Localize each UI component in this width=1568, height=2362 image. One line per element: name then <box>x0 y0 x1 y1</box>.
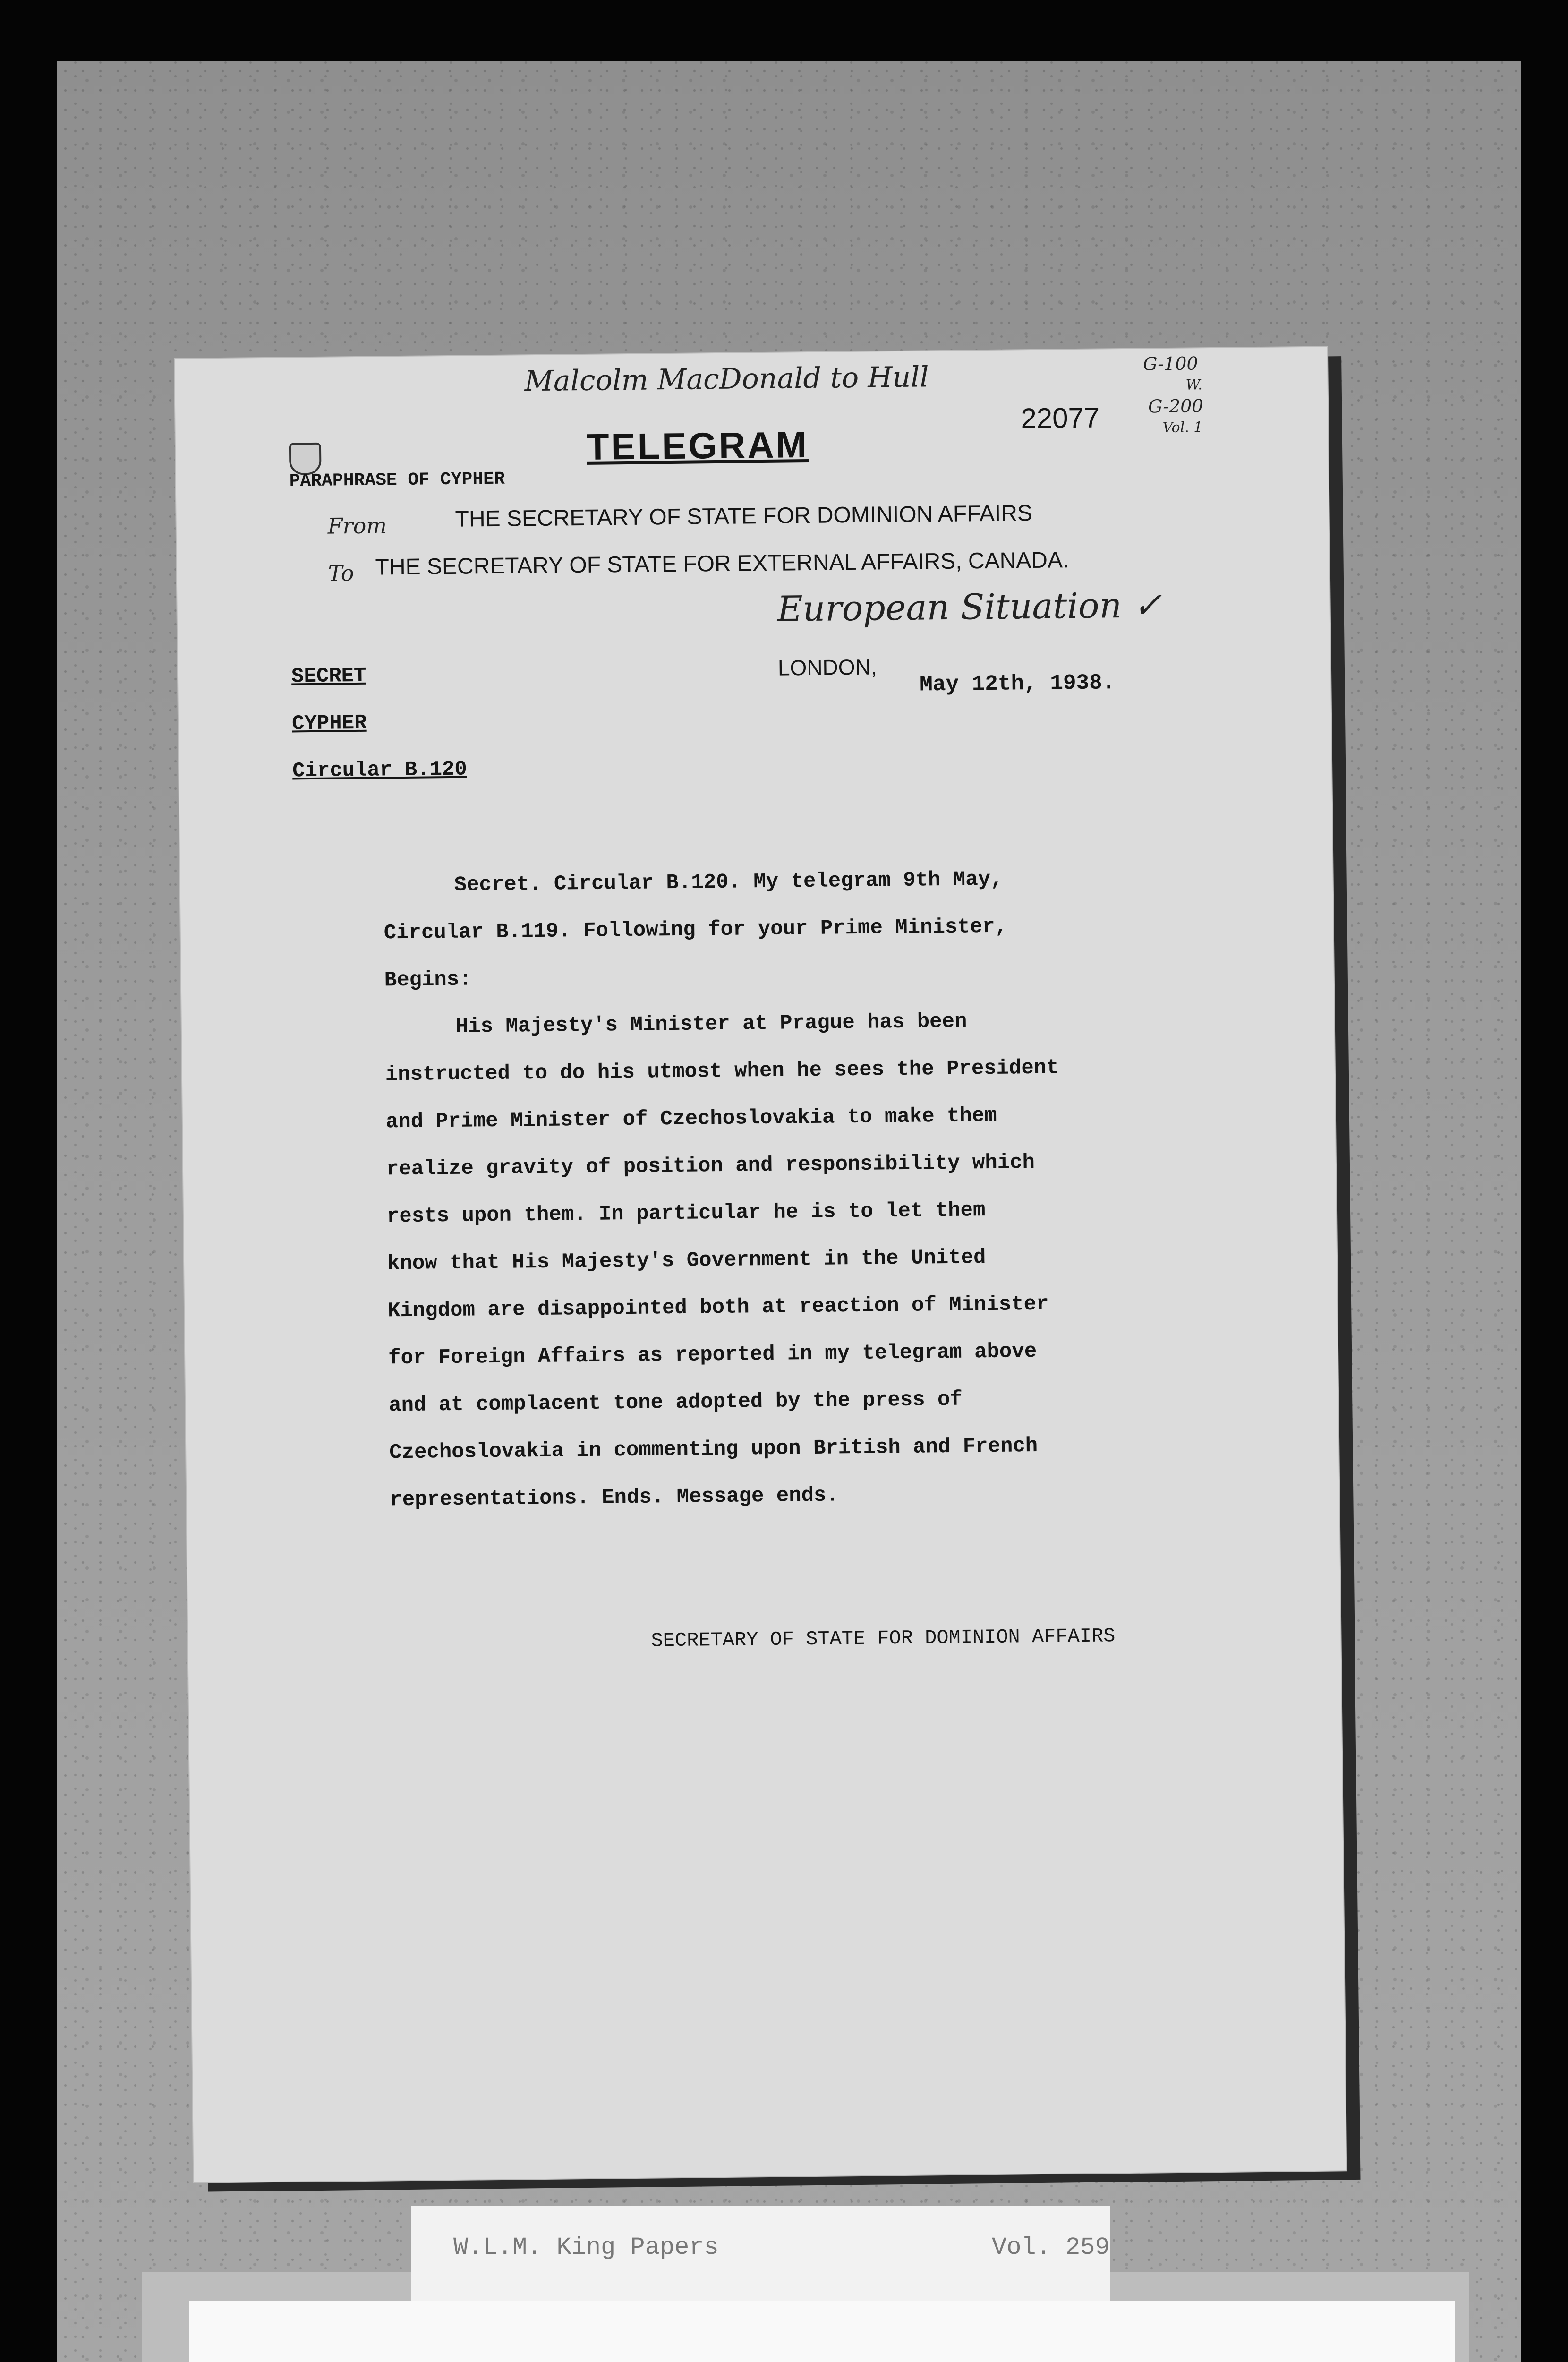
classification-secret: SECRET <box>291 664 366 689</box>
body-line: His Majesty's Minister at Prague has been <box>455 1010 967 1039</box>
handwritten-annotation-top: Malcolm MacDonald to Hull <box>524 360 929 398</box>
body-line: Begins: <box>384 967 472 993</box>
margin-note-4: Vol. 1 <box>1162 419 1203 436</box>
body-line: know that His Majesty's Government in the United <box>387 1246 986 1276</box>
signature: SECRETARY OF STATE FOR DOMINION AFFAIRS <box>651 1625 1116 1652</box>
classification-cypher: CYPHER <box>291 711 367 736</box>
body-line: representations. Ends. Message ends. <box>390 1483 839 1512</box>
margin-note-3: G-200 <box>1148 395 1203 417</box>
body-line: Secret. Circular B.120. My telegram 9th May, <box>454 867 1003 897</box>
body-line: and Prime Minister of Czechoslovakia to make them <box>385 1104 997 1134</box>
from-value: THE SECRETARY OF STATE FOR DOMINION AFFAIRS <box>455 501 1033 532</box>
crest-icon <box>289 443 322 475</box>
index-tab <box>411 2206 1110 2305</box>
body-line: realize gravity of position and responsibility which <box>386 1151 1035 1181</box>
telegram-heading: TELEGRAM <box>586 423 809 468</box>
dispatch-date: May 12th, 1938. <box>920 670 1116 697</box>
body-line: rests upon them. In particular he is to let them <box>386 1198 986 1229</box>
body-line: instructed to do his utmost when he sees the President <box>385 1056 1059 1087</box>
body-line: for Foreign Affairs as reported in my telegram above <box>388 1340 1037 1370</box>
paraphrase-label: PARAPHRASE OF CYPHER <box>289 469 505 492</box>
volume-number: Vol. 259 <box>992 2234 1110 2261</box>
margin-note-1: G-100 <box>1142 353 1198 375</box>
margin-note-2: W. <box>1185 377 1203 394</box>
body-line: Circular B.119. Following for your Prime Minister, <box>383 915 1008 945</box>
subject-annotation: European Situation ✓ <box>777 585 1163 630</box>
message-body <box>383 854 1217 1523</box>
file-number: 22077 <box>1021 402 1100 435</box>
body-line: Czechoslovakia in commenting upon British and French <box>389 1434 1038 1465</box>
circular-reference: Circular B.120 <box>292 757 468 783</box>
to-label: To <box>328 560 354 586</box>
dispatch-place: LONDON, <box>777 654 877 680</box>
body-line: Kingdom are disappointed both at reaction of Minister <box>387 1292 1049 1323</box>
to-value: THE SECRETARY OF STATE FOR EXTERNAL AFFAIRS, CANADA. <box>375 548 1069 580</box>
archive-stamp <box>189 2301 1455 2362</box>
collection-name: W.L.M. King Papers <box>453 2234 719 2261</box>
telegram-sheet <box>175 347 1346 2182</box>
body-line: and at complacent tone adopted by the press of <box>388 1387 963 1418</box>
from-label: From <box>327 513 387 539</box>
